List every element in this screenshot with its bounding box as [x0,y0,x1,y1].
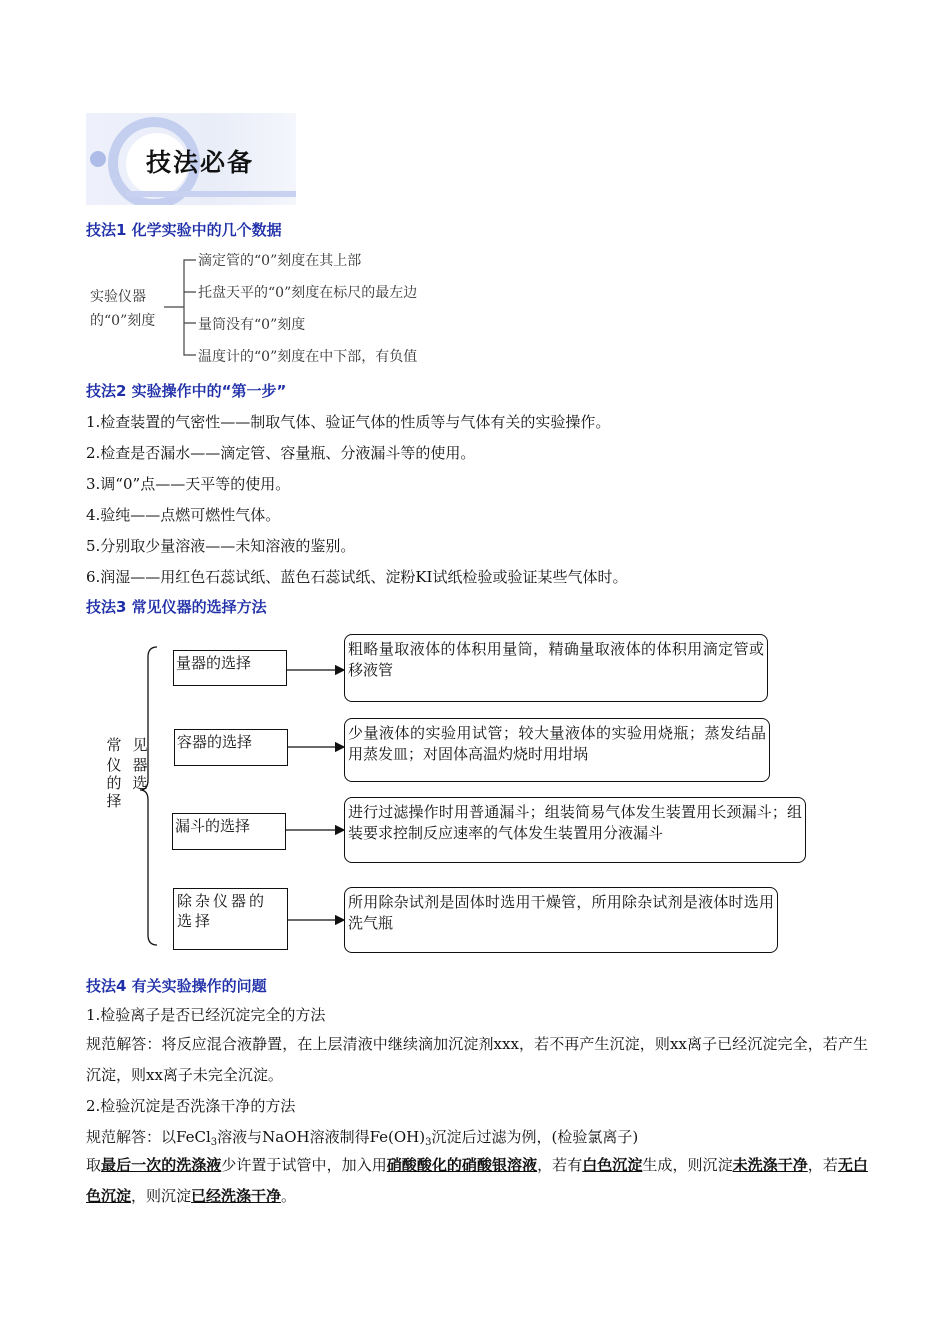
instrument-description-box: 少量液体的实验用试管；较大量液体的实验用烧瓶；蒸发结晶用蒸发皿；对固体高温灼烧时用坩埚 [344,718,770,782]
first-step-item: 3.调“0”点——天平等的使用。 [86,475,291,493]
zero-scale-bracket [160,250,200,365]
first-step-item: 5.分别取少量溶液——未知溶液的鉴别。 [86,537,356,555]
banner-dot-decoration [90,151,106,167]
first-step-item: 6.润湿——用红色石蕊试纸、蓝色石蕊试纸、淀粉KI试纸检验或验证某些气体时。 [86,568,628,586]
key-phrase: 最后一次的洗涤液 [101,1156,222,1174]
zero-scale-root-line2: 的“0”刻度 [90,313,156,329]
instrument-root-char: 选 [132,774,148,792]
key-phrase: 无白色沉淀 [86,1156,868,1205]
key-phrase: 白色沉淀 [582,1156,643,1174]
instrument-category-box: 漏斗的选择 [172,813,286,850]
instrument-root-char: 择 [106,792,122,810]
question-1-title: 1.检验离子是否已经沉淀完全的方法 [86,1006,326,1024]
instrument-root-char: 仪 [106,756,122,774]
instrument-category-box: 除杂仪器的选择 [173,888,288,950]
instrument-description-box: 所用除杂试剂是固体时选用干燥管，所用除杂试剂是液体时选用洗气瓶 [344,887,778,953]
instrument-root-char: 常 [106,736,122,754]
section-banner [86,113,296,205]
key-phrase: 未洗涤干净 [732,1156,808,1174]
instrument-category-box: 量器的选择 [173,650,287,686]
banner-title: 技法必备 [146,148,255,177]
heading-technique-4: 技法4 有关实验操作的问题 [86,977,267,995]
question-2-title: 2.检验沉淀是否洗涤干净的方法 [86,1097,296,1115]
zero-scale-branch: 温度计的“0”刻度在中下部，有负值 [198,349,418,365]
heading-technique-3: 技法3 常见仪器的选择方法 [86,598,267,616]
zero-scale-branch: 量筒没有“0”刻度 [198,317,306,333]
zero-scale-branch: 滴定管的“0”刻度在其上部 [198,253,362,269]
instrument-root-char: 的 [106,774,122,792]
zero-scale-branch: 托盘天平的“0”刻度在标尺的最左边 [198,285,418,301]
instrument-root-char: 见 [132,736,148,754]
first-step-item: 4.验纯——点燃可燃性气体。 [86,506,281,524]
instrument-root-char: 器 [132,756,148,774]
first-step-item: 2.检查是否漏水——滴定管、容量瓶、分液漏斗等的使用。 [86,444,476,462]
instrument-description-box: 粗略量取液体的体积用量筒，精确量取液体的体积用滴定管或移液管 [344,634,768,702]
first-step-item: 1.检查装置的气密性——制取气体、验证气体的性质等与气体有关的实验操作。 [86,413,611,431]
heading-technique-2: 技法2 实验操作中的“第一步” [86,382,287,400]
key-phrase: 已经洗涤干净 [191,1187,282,1205]
question-2-intro: 规范解答：以FeCl$_3$溶液与NaOH溶液制得$Fe(OH)_3$沉淀后过滤为例，(检验氯离子) [86,1128,639,1148]
question-2-answer: 取最后一次的洗涤液少许置于试管中，加入用硝酸酸化的硝酸银溶液，若有白色沉淀生成，则沉淀未洗涤干净，若无白色沉淀，则沉淀已经洗涤干净。 [86,1156,868,1205]
zero-scale-root-line1: 实验仪器 [90,289,146,305]
question-1-answer: 规范解答：将反应混合液静置，在上层清液中继续滴加沉淀剂xxx，若不再产生沉淀，则xx离子已经沉淀完全，若产生沉淀，则xx离子未完全沉淀。 [86,1035,868,1084]
heading-technique-1: 技法1 化学实验中的几个数据 [86,221,282,239]
instrument-description-box: 进行过滤操作时用普通漏斗；组装简易气体发生装置用长颈漏斗；组装要求控制反应速率的气体发生装置用分液漏斗 [344,797,806,863]
key-phrase: 硝酸酸化的硝酸银溶液 [386,1156,538,1174]
instrument-category-box: 容器的选择 [174,729,288,766]
